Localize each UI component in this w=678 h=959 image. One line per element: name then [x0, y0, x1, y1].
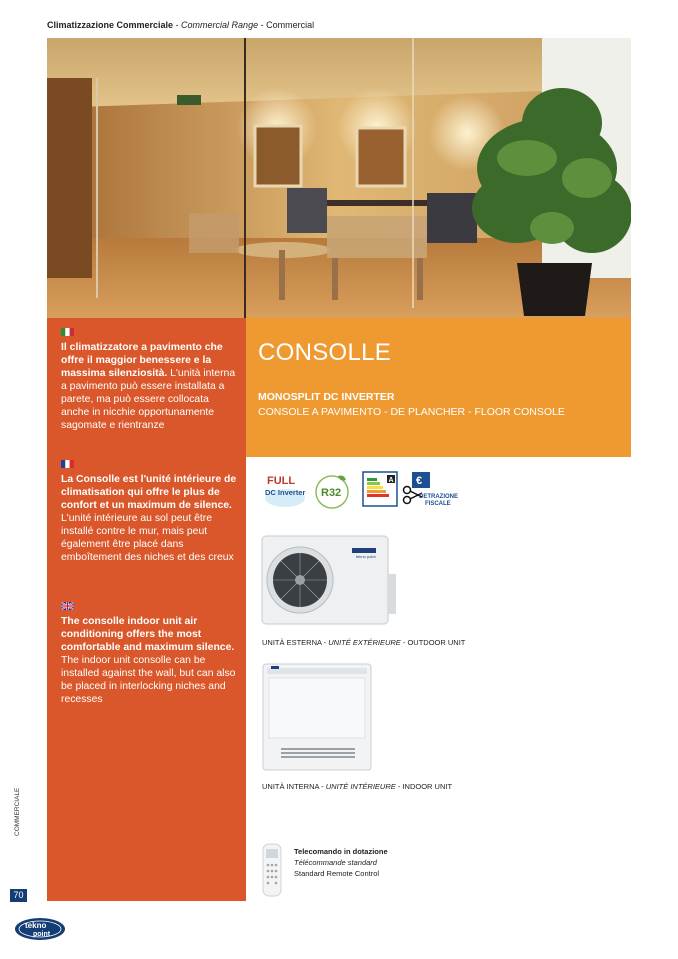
english-lead: The consolle indoor unit air conditioning offers the most comfortable and maximum silence.	[61, 616, 235, 653]
section-sidebar-label: COMMERCIALE	[14, 787, 21, 836]
remote-caption-en: Standard Remote Control	[294, 869, 380, 878]
product-title: CONSOLLE	[258, 339, 392, 366]
tax-deduction-icon	[402, 470, 458, 510]
energy-class-label: A	[388, 477, 394, 484]
logo-bottom-text: point	[33, 931, 51, 938]
italian-description	[61, 328, 239, 432]
english-description	[61, 602, 239, 706]
italian-body: L'unità interna a pavimento può essere installata a parete, ma può essere collocata anche in nicchie opportunamente sagomate e rientranze	[61, 368, 236, 431]
italian-flag-icon	[61, 328, 74, 336]
remote-caption	[294, 846, 388, 879]
dc-inverter-label: DC Inverter	[265, 488, 306, 497]
italian-lead: Il climatizzatore a pavimento che offre il maggior benessere e la massima silenziosità.	[61, 342, 223, 379]
outdoor-unit-caption: UNITÀ ESTERNA - UNITÉ EXTÉRIEURE - OUTDOOR UNIT	[262, 638, 466, 647]
french-flag-icon	[61, 460, 74, 468]
page-header: Climatizzazione Commerciale - Commercial Range - Commercial	[47, 20, 315, 30]
header-range: Commercial Range	[181, 20, 259, 30]
r32-refrigerant-icon	[312, 470, 352, 510]
remote-caption-it: Telecomando in dotazione	[294, 847, 388, 856]
indoor-unit-image	[261, 662, 376, 774]
french-body: L'unité intérieure au sol peut être installé contre le mur, mais peut également être placé dans emboîtement des niches et des creux	[61, 513, 234, 563]
product-subtitle: MONOSPLIT DC INVERTER	[258, 391, 395, 403]
tekno-point-logo	[14, 917, 66, 941]
full-dc-inverter-icon	[262, 470, 308, 510]
description-panel	[47, 318, 246, 901]
tax-line2-label: FISCALE	[425, 501, 451, 507]
full-label: FULL	[267, 475, 296, 487]
outdoor-unit-image	[260, 534, 400, 629]
remote-caption-fr: Télécommande standard	[294, 858, 377, 867]
header-section: Commercial	[266, 20, 315, 30]
logo-top-text: tekno	[25, 921, 47, 930]
tax-line1-label: DETRAZIONE	[419, 494, 458, 500]
english-body: The indoor unit consolle can be installed against the wall, but can also be placed in interlocking niches and recesses	[61, 655, 236, 705]
french-lead: La Consolle est l'unité intérieure de climatisation qui offre le plus de confort et un maximum de silence.	[61, 474, 237, 511]
outdoor-brand-label: tekno point	[356, 554, 376, 559]
energy-class-icon	[362, 470, 400, 510]
remote-control-image	[261, 843, 283, 897]
hero-office-photo	[47, 38, 631, 318]
r32-label: R32	[321, 487, 342, 499]
header-category: Climatizzazione Commerciale	[47, 20, 174, 30]
page-number: 70	[10, 889, 27, 902]
french-description	[61, 460, 239, 564]
product-title-panel	[246, 318, 631, 457]
indoor-unit-caption: UNITÀ INTERNA - UNITÉ INTÉRIEURE - INDOOR UNIT	[262, 782, 453, 791]
uk-flag-icon	[61, 602, 74, 610]
euro-label: €	[416, 475, 423, 487]
product-description: CONSOLE A PAVIMENTO - DE PLANCHER - FLOOR CONSOLE	[258, 406, 565, 418]
